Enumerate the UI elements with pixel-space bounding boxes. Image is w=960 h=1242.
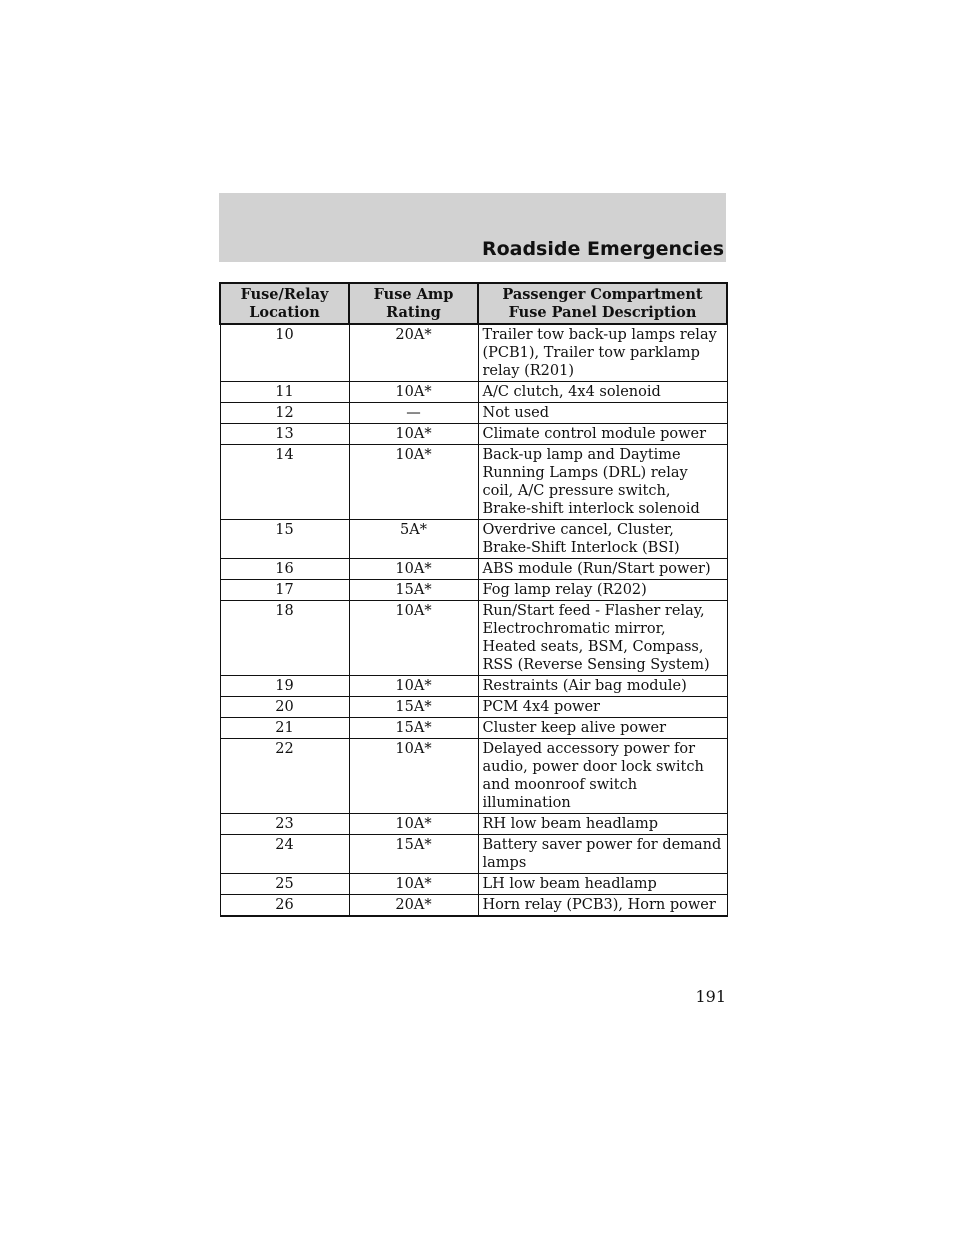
table-row [220,601,727,676]
table-row [220,559,727,580]
header-amp-rating: Fuse Amp Rating [349,283,478,324]
cell-description: ABS module (Run/Start power) [478,559,727,580]
header-description: Passenger Compartment Fuse Panel Description [478,283,727,324]
section-header-banner [219,193,726,265]
cell-amp-rating: 10A* [349,601,478,676]
cell-amp-rating: 10A* [349,814,478,835]
cell-location: 24 [220,835,349,874]
table-row [220,403,727,424]
table-row [220,895,727,917]
table-row [220,814,727,835]
cell-amp-rating: 15A* [349,580,478,601]
table-row [220,324,727,382]
table-row [220,697,727,718]
cell-location: 22 [220,739,349,814]
cell-description: Climate control module power [478,424,727,445]
cell-amp-rating: 10A* [349,676,478,697]
cell-location: 15 [220,520,349,559]
page-number: 191 [695,987,726,1006]
cell-location: 11 [220,382,349,403]
cell-amp-rating: 10A* [349,874,478,895]
cell-description: Run/Start feed - Flasher relay, Electrochromatic mirror, Heated seats, BSM, Compass, RSS (Reverse Sensing System) [478,601,727,676]
cell-amp-rating: 20A* [349,895,478,917]
section-title: Roadside Emergencies [481,238,724,260]
table-body [220,324,727,916]
cell-location: 14 [220,445,349,520]
cell-location: 19 [220,676,349,697]
cell-amp-rating: 15A* [349,718,478,739]
table-row [220,874,727,895]
cell-description: RH low beam headlamp [478,814,727,835]
cell-description: Not used [478,403,727,424]
cell-description: Cluster keep alive power [478,718,727,739]
cell-location: 25 [220,874,349,895]
cell-amp-rating: 10A* [349,382,478,403]
table-row [220,580,727,601]
table-row [220,520,727,559]
cell-amp-rating: 10A* [349,739,478,814]
cell-amp-rating: 10A* [349,445,478,520]
cell-amp-rating: 20A* [349,324,478,382]
cell-amp-rating: 10A* [349,559,478,580]
cell-location: 12 [220,403,349,424]
cell-description: A/C clutch, 4x4 solenoid [478,382,727,403]
cell-description: Battery saver power for demand lamps [478,835,727,874]
table-row [220,382,727,403]
cell-amp-rating: 15A* [349,697,478,718]
cell-description: PCM 4x4 power [478,697,727,718]
cell-location: 21 [220,718,349,739]
cell-location: 16 [220,559,349,580]
cell-description: Overdrive cancel, Cluster, Brake-Shift Interlock (BSI) [478,520,727,559]
table-row [220,424,727,445]
cell-description: Delayed accessory power for audio, power door lock switch and moonroof switch illumination [478,739,727,814]
cell-description: Fog lamp relay (R202) [478,580,727,601]
table-row [220,676,727,697]
table-row [220,835,727,874]
cell-location: 20 [220,697,349,718]
cell-description: LH low beam headlamp [478,874,727,895]
cell-amp-rating: 15A* [349,835,478,874]
table-header-row [220,283,727,324]
table-row [220,718,727,739]
cell-amp-rating: 10A* [349,424,478,445]
cell-description: Back-up lamp and Daytime Running Lamps (DRL) relay coil, A/C pressure switch, Brake-shift interlock solenoid [478,445,727,520]
cell-location: 26 [220,895,349,917]
table-row [220,739,727,814]
cell-location: 10 [220,324,349,382]
cell-location: 13 [220,424,349,445]
cell-location: 23 [220,814,349,835]
fuse-table [219,282,728,917]
cell-amp-rating: 5A* [349,520,478,559]
cell-description: Restraints (Air bag module) [478,676,727,697]
cell-location: 17 [220,580,349,601]
cell-description: Horn relay (PCB3), Horn power [478,895,727,917]
cell-location: 18 [220,601,349,676]
cell-amp-rating: — [349,403,478,424]
cell-description: Trailer tow back-up lamps relay (PCB1), Trailer tow parklamp relay (R201) [478,324,727,382]
header-location: Fuse/Relay Location [220,283,349,324]
table-row [220,445,727,520]
